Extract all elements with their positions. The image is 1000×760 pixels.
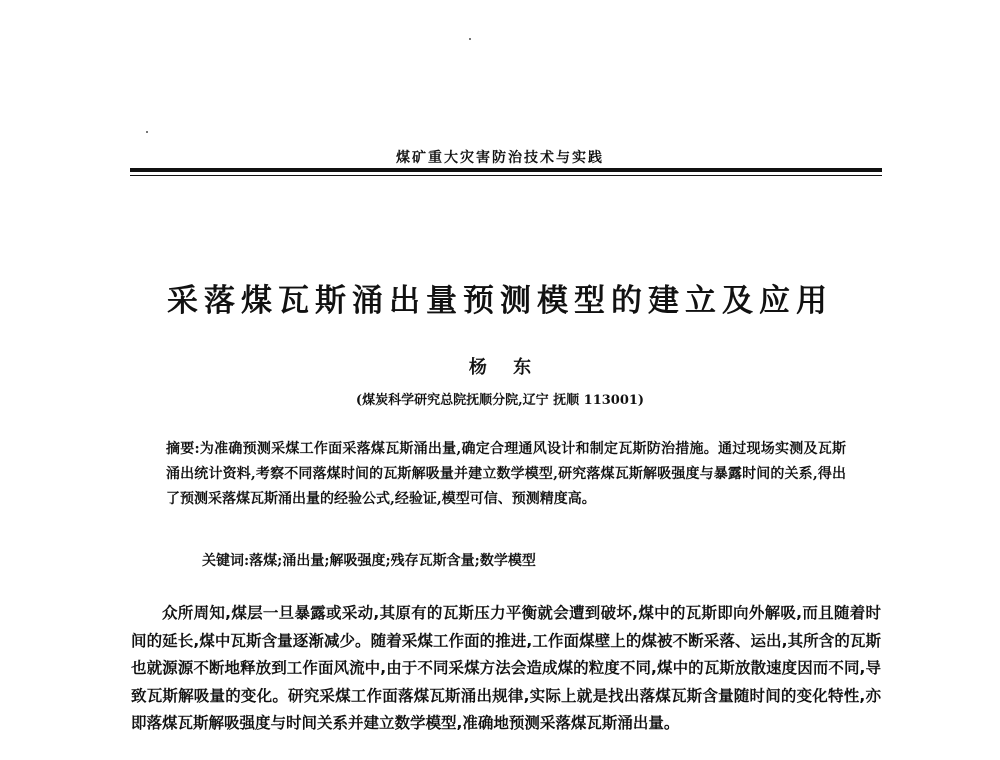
keywords (202, 550, 536, 570)
article-author: 杨 东 (468, 357, 532, 378)
header-rule-thin (130, 175, 882, 176)
abstract (166, 437, 846, 512)
keywords-text: 落煤;涌出量;解吸强度;残存瓦斯含量;数学模型 (249, 553, 536, 569)
article-title: 采落煤瓦斯涌出量预测模型的建立及应用 (167, 283, 833, 319)
body-paragraph: 众所周知,煤层一旦暴露或采动,其原有的瓦斯压力平衡就会遭到破坏,煤中的瓦斯即向外解吸,而且随着时间的延长,煤中瓦斯含量逐渐减少。随着采煤工作面的推进,工作面煤壁上的煤被不断采落、运出,其所含的瓦斯也就源源不断地释放到工作面风流中,由于不同采煤方法会造成煤的粒度不同,煤中的瓦斯放散速度因而不同,导致瓦斯解吸量的变化。研究采煤工作面落煤瓦斯涌出规律,实际上就是找出落煤瓦斯含量随时间的变化特性,亦即落煤瓦斯解吸强度与时间关系并建立数学模型,准确地预测采落煤瓦斯涌出量。 (131, 604, 881, 732)
header-rule-thick (130, 168, 882, 172)
running-header: 煤矿重大灾害防治技术与实践 (396, 150, 604, 166)
abstract-label: 摘要: (166, 441, 200, 457)
keywords-label: 关键词: (202, 553, 250, 569)
abstract-text: 为准确预测采煤工作面采落煤瓦斯涌出量,确定合理通风设计和制定瓦斯防治措施。通过现场实测及瓦斯涌出统计资料,考察不同落煤时间的瓦斯解吸量并建立数学模型,研究落煤瓦斯解吸强度与暴露时间的关系,得出了预测采落煤瓦斯涌出量的经验公式,经验证,模型可信、预测精度高。 (166, 441, 846, 507)
author-affiliation: (煤炭科学研究总院抚顺分院,辽宁 抚顺 113001) (355, 393, 645, 408)
scan-speck (469, 38, 471, 40)
scan-speck (146, 131, 148, 133)
